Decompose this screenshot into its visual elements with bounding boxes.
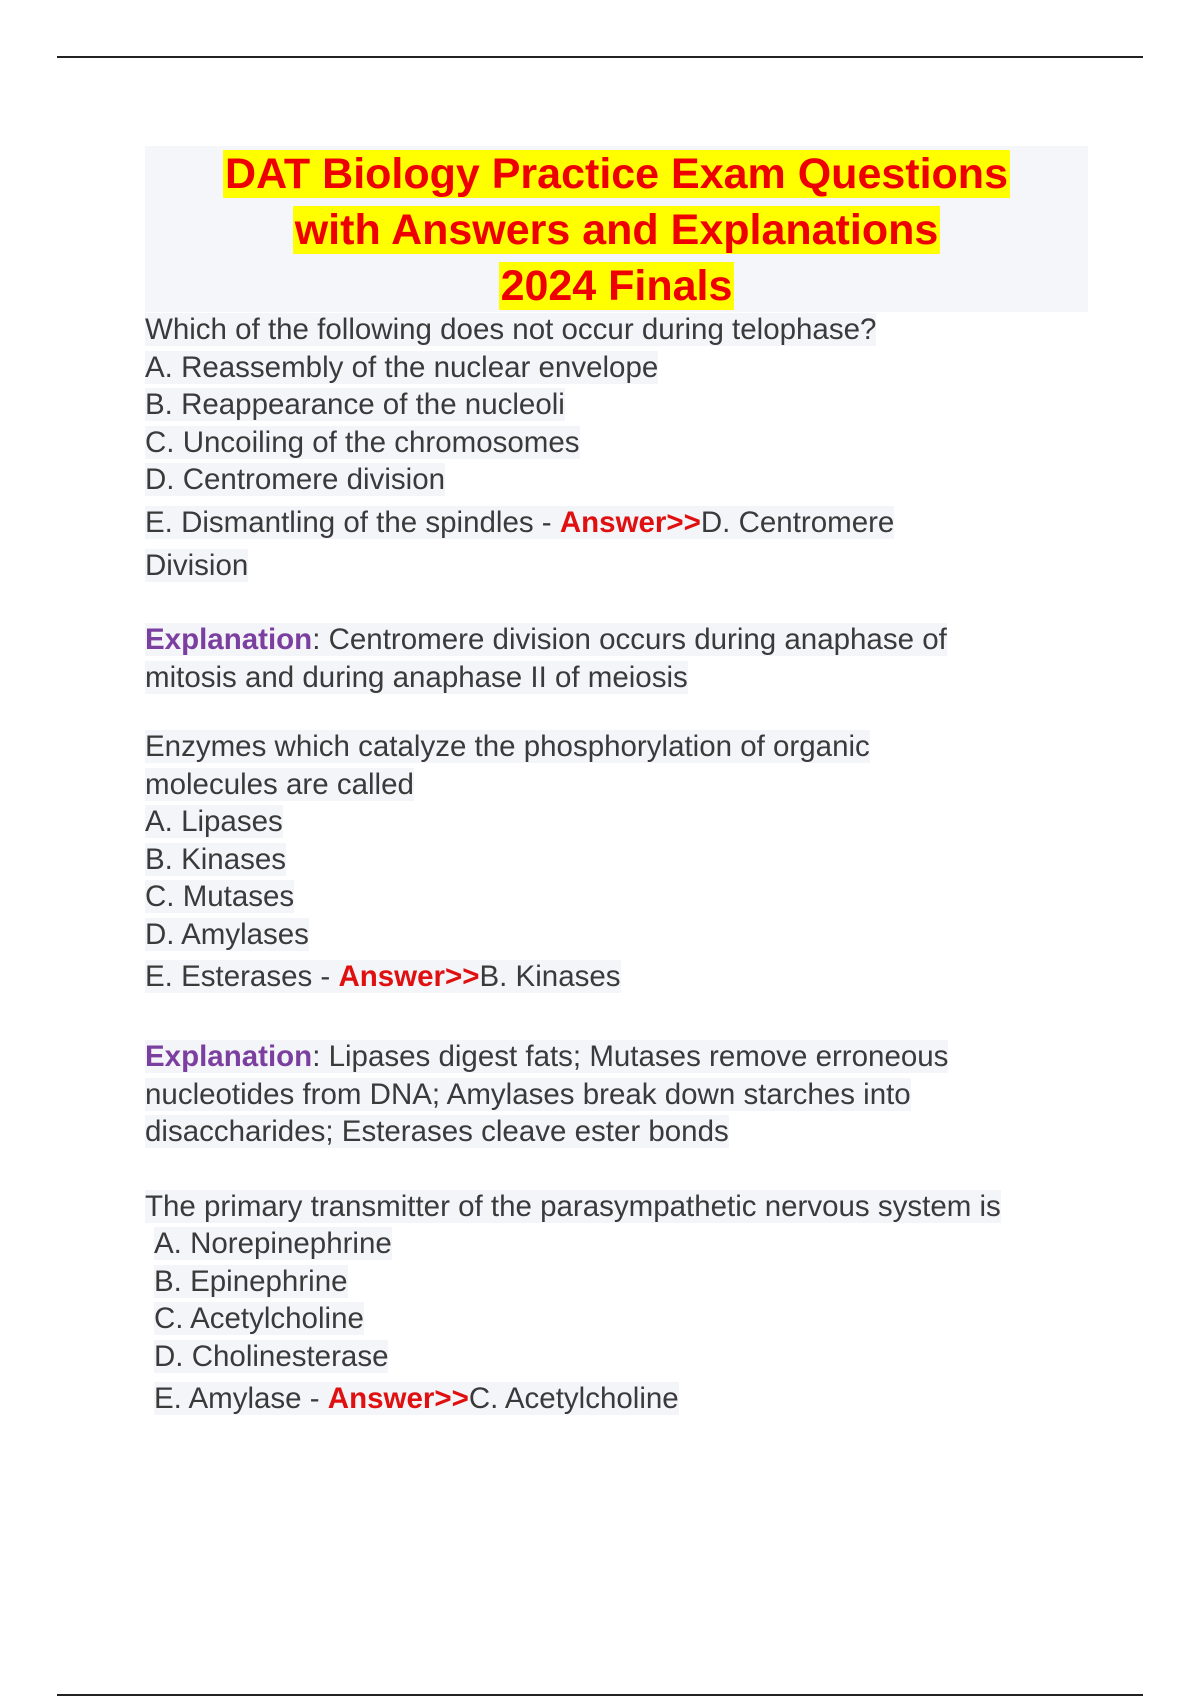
explanation-2	[145, 1038, 1085, 1151]
answer-value: C. Acetylcholine	[468, 1382, 679, 1415]
option-e-with-answer	[145, 499, 1085, 547]
question-2	[145, 728, 1085, 1001]
explanation-text: disaccharides; Esterases cleave ester bonds	[145, 1115, 729, 1148]
title-line-2: with Answers and Explanations	[294, 206, 939, 254]
option-e: E. Amylase -	[154, 1382, 328, 1415]
option-d: D. Centromere division	[145, 463, 446, 496]
option-e: E. Esterases -	[145, 960, 339, 993]
title-line-1: DAT Biology Practice Exam Questions	[225, 150, 1008, 198]
document-title	[145, 146, 1088, 312]
option-e-with-answer	[145, 1375, 1085, 1423]
document-body	[145, 311, 1085, 1423]
question-text: Which of the following does not occur during telophase?	[145, 313, 877, 346]
option-d: D. Cholinesterase	[154, 1339, 389, 1373]
option-c: C. Uncoiling of the chromosomes	[145, 425, 580, 459]
option-a: A. Lipases	[145, 805, 283, 838]
explanation-text: nucleotides from DNA; Amylases break down starches into	[145, 1077, 911, 1111]
explanation-label: Explanation	[145, 623, 313, 656]
footer-rule	[57, 1694, 1143, 1696]
question-text: The primary transmitter of the parasympathetic nervous system is	[145, 1189, 1001, 1223]
explanation-text: mitosis and during anaphase II of meiosis	[145, 660, 688, 694]
question-text: molecules are called	[145, 767, 414, 801]
answer-value: B. Kinases	[479, 960, 621, 993]
explanation-1	[145, 621, 1085, 696]
option-e: E. Dismantling of the spindles -	[145, 505, 560, 539]
question-3	[145, 1188, 1085, 1424]
explanation-label: Explanation	[145, 1040, 313, 1073]
answer-tag: Answer>>	[559, 505, 701, 539]
option-a: A. Norepinephrine	[154, 1227, 392, 1260]
question-text: Enzymes which catalyze the phosphorylation of organic	[145, 730, 870, 763]
option-b: B. Kinases	[145, 842, 287, 876]
option-e-with-answer	[145, 953, 1085, 1001]
answer-continuation: Division	[145, 548, 249, 582]
option-c: C. Acetylcholine	[154, 1302, 364, 1335]
explanation-text: : Lipases digest fats; Mutases remove erroneous	[312, 1040, 949, 1073]
header-rule	[57, 56, 1143, 58]
option-c: C. Mutases	[145, 880, 295, 913]
option-b: B. Epinephrine	[154, 1264, 348, 1298]
answer-tag: Answer>>	[338, 960, 480, 993]
title-line-3: 2024 Finals	[500, 262, 733, 310]
explanation-text: : Centromere division occurs during anaphase of	[312, 623, 947, 656]
option-d: D. Amylases	[145, 917, 309, 951]
answer-value: D. Centromere	[700, 505, 895, 539]
answer-tag: Answer>>	[327, 1382, 469, 1415]
option-b: B. Reappearance of the nucleoli	[145, 388, 565, 421]
option-a: A. Reassembly of the nuclear envelope	[145, 350, 659, 384]
question-1	[145, 311, 1085, 584]
